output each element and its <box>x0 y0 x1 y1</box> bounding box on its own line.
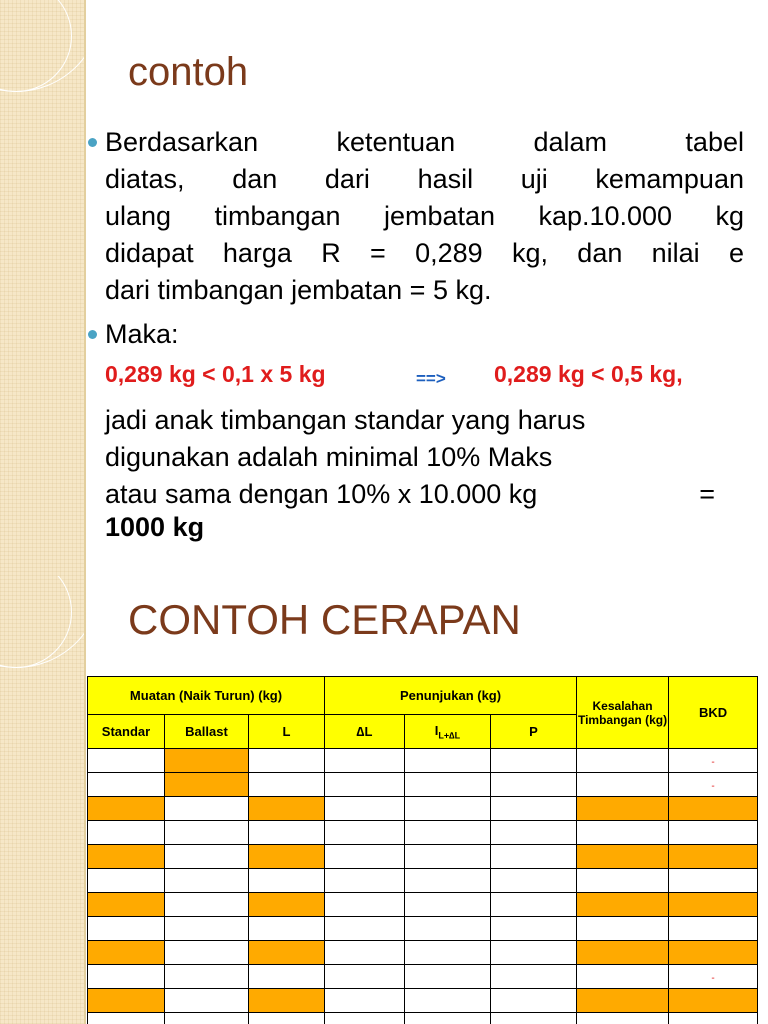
table-cell[interactable] <box>325 1013 405 1024</box>
dash-value: - <box>711 973 715 984</box>
table-cell[interactable] <box>88 917 165 941</box>
table-cell[interactable] <box>577 917 669 941</box>
strip-divider <box>84 576 86 1024</box>
table-cell[interactable] <box>165 869 249 893</box>
paragraph-line <box>105 476 715 513</box>
conclusion-paragraph <box>105 402 715 513</box>
table-cell[interactable] <box>325 917 405 941</box>
table-cell[interactable] <box>669 749 758 773</box>
table-cell[interactable] <box>88 1013 165 1024</box>
table-cell[interactable] <box>669 1013 758 1024</box>
table-cell[interactable] <box>669 893 758 917</box>
table-row <box>88 965 758 989</box>
word: Berdasarkan <box>105 127 259 157</box>
table-cell[interactable] <box>325 989 405 1013</box>
decorative-side-strip <box>0 0 86 576</box>
table-cell[interactable] <box>249 869 325 893</box>
table-cell[interactable] <box>249 965 325 989</box>
word: dalam <box>533 127 608 157</box>
table-cell[interactable] <box>491 1013 577 1024</box>
bullet-line <box>105 161 744 198</box>
bullet-item <box>84 316 744 353</box>
word: ketentuan <box>336 127 456 157</box>
table-cell[interactable] <box>405 965 491 989</box>
slide-contoh-cerapan <box>0 576 768 1024</box>
table-row <box>88 845 758 869</box>
table-cell[interactable] <box>405 893 491 917</box>
word: dari <box>324 164 370 194</box>
dash-value: - <box>711 781 715 792</box>
bullet-line: dari timbangan jembatan = 5 kg. <box>105 275 492 305</box>
table-cell[interactable] <box>577 869 669 893</box>
table-cell[interactable] <box>491 989 577 1013</box>
table-cell[interactable] <box>577 965 669 989</box>
table-cell[interactable] <box>88 965 165 989</box>
dash-value: - <box>711 757 715 768</box>
table-cell[interactable] <box>669 917 758 941</box>
table-cell[interactable] <box>491 965 577 989</box>
table-cell[interactable] <box>249 1013 325 1024</box>
bullet-text <box>105 124 744 309</box>
header-i-subscript: L+∆L <box>438 730 461 741</box>
table-cell[interactable] <box>325 893 405 917</box>
bullet-line: didapat harga R = 0,289 kg, dan nilai e <box>105 238 744 268</box>
formula-left: 0,289 kg < 0,1 x 5 kg <box>105 361 326 387</box>
table-cell[interactable] <box>405 797 491 821</box>
table-cell[interactable] <box>249 941 325 965</box>
table-row <box>88 749 758 773</box>
table-cell[interactable] <box>165 1013 249 1024</box>
table-cell[interactable] <box>405 749 491 773</box>
table-cell[interactable] <box>325 749 405 773</box>
table-row <box>88 797 758 821</box>
table-cell[interactable] <box>491 893 577 917</box>
table-cell[interactable] <box>88 845 165 869</box>
header-i <box>405 715 491 749</box>
table-cell[interactable] <box>165 965 249 989</box>
header-bkd: BKD <box>669 677 758 749</box>
table-cell[interactable] <box>405 869 491 893</box>
table-row <box>88 917 758 941</box>
table-cell[interactable] <box>165 893 249 917</box>
table-cell[interactable] <box>165 845 249 869</box>
table-cell[interactable] <box>577 845 669 869</box>
table-cell[interactable] <box>325 773 405 797</box>
paragraph-line: jadi anak timbangan standar yang harus <box>105 405 586 435</box>
table-cell[interactable] <box>249 773 325 797</box>
table-cell[interactable] <box>325 869 405 893</box>
bullet-text: Maka: <box>105 319 179 349</box>
header-muatan: Muatan (Naik Turun) (kg) <box>88 677 325 715</box>
table-cell[interactable] <box>669 869 758 893</box>
table-cell[interactable] <box>491 941 577 965</box>
table-cell[interactable] <box>88 821 165 845</box>
table-row <box>88 869 758 893</box>
table-row <box>88 893 758 917</box>
table-cell[interactable] <box>405 845 491 869</box>
header-l: L <box>249 715 325 749</box>
table-cell[interactable] <box>249 821 325 845</box>
table-cell[interactable] <box>577 989 669 1013</box>
cerapan-table <box>87 676 758 1024</box>
table-row <box>88 941 758 965</box>
bullet-line <box>105 124 744 161</box>
table-cell[interactable] <box>405 773 491 797</box>
bullet-item <box>84 124 744 309</box>
table-cell[interactable] <box>325 797 405 821</box>
header-kesalahan: Kesalahan Timbangan (kg) <box>577 677 669 749</box>
formula-row <box>105 361 750 395</box>
table-cell[interactable] <box>249 845 325 869</box>
word: dan <box>232 164 278 194</box>
table-cell[interactable] <box>669 821 758 845</box>
table-cell[interactable] <box>405 989 491 1013</box>
table-cell[interactable] <box>669 989 758 1013</box>
table-cell[interactable] <box>325 845 405 869</box>
table-cell[interactable] <box>405 917 491 941</box>
header-penunjukan: Penunjukan (kg) <box>325 677 577 715</box>
table-row <box>88 989 758 1013</box>
table-row <box>88 1013 758 1024</box>
paragraph-line: digunakan adalah minimal 10% Maks <box>105 442 553 472</box>
table-cell[interactable] <box>88 869 165 893</box>
table-cell[interactable] <box>491 749 577 773</box>
table-cell[interactable] <box>669 773 758 797</box>
table-cell[interactable] <box>405 1013 491 1024</box>
table-cell[interactable] <box>577 893 669 917</box>
table-cell[interactable] <box>491 773 577 797</box>
word: diatas, <box>105 164 185 194</box>
table-cell[interactable] <box>405 941 491 965</box>
header-standar: Standar <box>88 715 165 749</box>
table-cell[interactable] <box>491 821 577 845</box>
table-cell[interactable] <box>491 797 577 821</box>
header-i-main: I <box>434 722 439 738</box>
table-cell[interactable] <box>165 821 249 845</box>
table-cell[interactable] <box>88 773 165 797</box>
table-cell[interactable] <box>577 1013 669 1024</box>
table-cell[interactable] <box>249 893 325 917</box>
table-cell[interactable] <box>577 821 669 845</box>
table-cell[interactable] <box>249 917 325 941</box>
table-cell[interactable] <box>669 965 758 989</box>
table-cell[interactable] <box>669 797 758 821</box>
paragraph-text: atau sama dengan 10% x 10.000 kg <box>105 479 538 509</box>
bullet-dot-icon <box>88 138 97 147</box>
table-cell[interactable] <box>491 869 577 893</box>
table-cell[interactable] <box>88 797 165 821</box>
header-p: P <box>491 715 577 749</box>
table-cell[interactable] <box>165 797 249 821</box>
table-cell[interactable] <box>249 989 325 1013</box>
table-cell[interactable] <box>165 989 249 1013</box>
table-cell[interactable] <box>577 941 669 965</box>
bullet-line: ulang timbangan jembatan kap.10.000 kg <box>105 201 744 231</box>
table-cell[interactable] <box>577 749 669 773</box>
result-value: 1000 kg <box>105 512 205 542</box>
word: tabel <box>685 127 744 157</box>
bullet-dot-icon <box>88 330 97 339</box>
word: kemampuan <box>595 164 744 194</box>
header-ballast: Ballast <box>165 715 249 749</box>
table-cell[interactable] <box>325 821 405 845</box>
word: hasil <box>417 164 474 194</box>
slide-title: contoh <box>128 50 249 94</box>
decorative-side-strip <box>0 576 86 1024</box>
table-cell[interactable] <box>165 917 249 941</box>
header-delta-l: ∆L <box>325 715 405 749</box>
table-cell[interactable] <box>577 797 669 821</box>
table-cell[interactable] <box>88 893 165 917</box>
arrow-icon: ==> <box>416 369 446 388</box>
equals-sign: = <box>699 479 715 509</box>
table-cell[interactable] <box>491 917 577 941</box>
table-cell[interactable] <box>88 749 165 773</box>
table-row <box>88 773 758 797</box>
table-cell[interactable] <box>249 749 325 773</box>
table-cell[interactable] <box>165 941 249 965</box>
table-cell[interactable] <box>249 797 325 821</box>
table-cell[interactable] <box>325 965 405 989</box>
formula-right: 0,289 kg < 0,5 kg, <box>494 361 683 387</box>
table-cell[interactable] <box>669 941 758 965</box>
table-cell[interactable] <box>405 821 491 845</box>
table-cell[interactable] <box>491 845 577 869</box>
table-cell[interactable] <box>165 749 249 773</box>
slide-title: CONTOH CERAPAN <box>128 596 521 643</box>
table-cell[interactable] <box>88 989 165 1013</box>
table-cell[interactable] <box>325 941 405 965</box>
table-cell[interactable] <box>577 773 669 797</box>
table-cell[interactable] <box>669 845 758 869</box>
table-cell[interactable] <box>88 941 165 965</box>
table-cell[interactable] <box>165 773 249 797</box>
table-row <box>88 821 758 845</box>
word: uji <box>520 164 548 194</box>
